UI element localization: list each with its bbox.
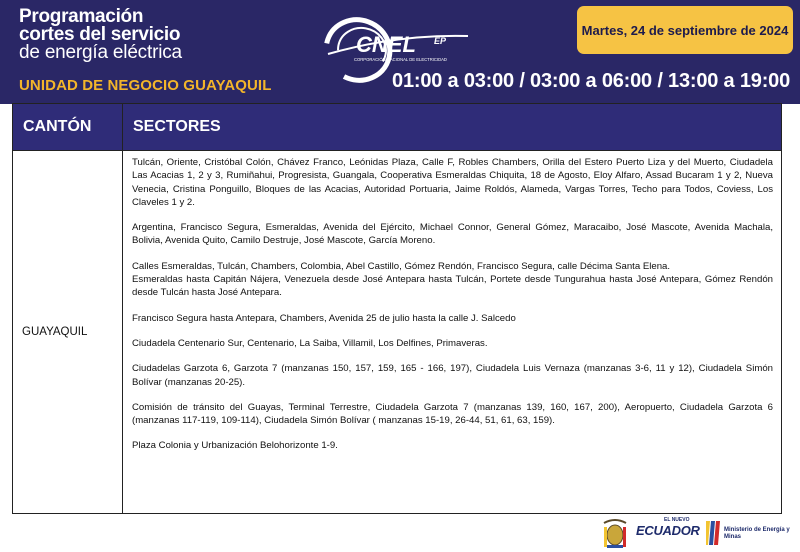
date-text: Martes, 24 de septiembre de 2024 xyxy=(581,22,789,38)
schedule-hours: 01:00 a 03:00 / 03:00 a 06:00 / 13:00 a 19:00 xyxy=(392,70,790,92)
date-badge xyxy=(577,6,793,54)
flag-bars-icon xyxy=(706,521,720,545)
table-row xyxy=(12,150,782,514)
sector-paragraph: Calles Esmeraldas, Tulcán, Chambers, Colombia, Abel Castillo, Gómez Rendón, Francisco Segura, calle Décima Santa Elena. xyxy=(132,260,671,272)
header-banner xyxy=(0,0,800,104)
ministry-name: Ministerio de Energía y Minas xyxy=(724,527,790,540)
column-header-sectores: SECTORES xyxy=(133,118,221,135)
table-header xyxy=(12,103,782,151)
sector-paragraph: Comisión de tránsito del Guayas, Terminal Terrestre, Ciudadela Garzota 7 (manzanas 139, 160, 167, 200), Aeropuerto, Ciudadela Garzota 6 (manzanas 117-119, 109-114), Ciudadela Simón Bolívar ( manzanas 15-19, 26-44, 51, 61, 63, 159). xyxy=(132,401,773,427)
title-line-2: cortes del servicio xyxy=(19,24,181,45)
sector-paragraph: Argentina, Francisco Segura, Esmeraldas, Avenida del Ejército, Michael Connor, General Gómez, Maracaibo, José Mascote, Avenida Machala, Bolivia, Avenida Quito, Camilo Destruje, José Mascote, García Moreno. xyxy=(132,222,773,247)
sector-paragraph: Tulcán, Oriente, Cristóbal Colón, Chávez Franco, Leónidas Plaza, Calle F, Robles Chambers, Orilla del Estero Puerto Liza y del Muerto, Ciudadela Las Acacias 1, 2 y 3, Rumiñahui, Progresista, Guangala, Cooperativa Esmeraldas Chiquita, 18 de Agosto, Eloy Alfaro, Assad Bucaram 1 y 2, Nueva Venecia, Cristina Ponguillo, Bloques de las Acacias, Autoridad Portuaria, Jaime Roldós, Alameda, Vargas Torres, Techo para Todos, Coviess, Los Claveles 1 y 2. xyxy=(132,157,773,208)
canton-name: GUAYAQUIL xyxy=(22,325,88,338)
sector-paragraph: Ciudadelas Garzota 6, Garzota 7 (manzanas 150, 157, 159, 165 - 166, 197), Ciudadela Luis Vernaza (manzanas 3-6, 11 y 12), Ciudadela Simón Bolívar (manzanas 20-25). xyxy=(132,363,773,388)
page-title xyxy=(19,8,182,62)
logo-suffix: EP xyxy=(434,36,447,46)
title-line-3: de energía eléctrica xyxy=(19,42,182,63)
sectores-cell xyxy=(123,150,781,513)
ecuador-brand: ECUADOR xyxy=(636,523,700,538)
sector-paragraph: Ciudadela Centenario Sur, Centenario, La Saiba, Villamil, Los Delfines, Primaveras. xyxy=(132,337,488,349)
logo-subtitle: CORPORACIÓN NACIONAL DE ELECTRICIDAD xyxy=(354,57,447,62)
ecuador-tagline: EL NUEVO xyxy=(664,517,690,523)
logo-text: CNEL xyxy=(356,32,416,57)
ecuador-emblem-icon xyxy=(600,517,630,551)
sector-paragraph: Esmeraldas hasta Capitán Nájera, Venezuela desde José Antepara hasta Tulcán, Portete desde Tungurahua hasta José Antepara, Gómez Rendón desde Tulcán hasta José Antepara. xyxy=(132,274,773,299)
column-header-canton: CANTÓN xyxy=(13,104,123,150)
business-unit: UNIDAD DE NEGOCIO GUAYAQUIL xyxy=(19,77,272,94)
title-line-1: Programación xyxy=(19,6,144,27)
sector-paragraph: Francisco Segura hasta Antepara, Chambers, Avenida 25 de julio hasta la calle J. Salcedo xyxy=(132,312,516,324)
footer-logos xyxy=(600,517,800,552)
sector-paragraph: Plaza Colonia y Urbanización Belohorizonte 1-9. xyxy=(132,440,338,452)
canton-cell xyxy=(13,150,123,513)
